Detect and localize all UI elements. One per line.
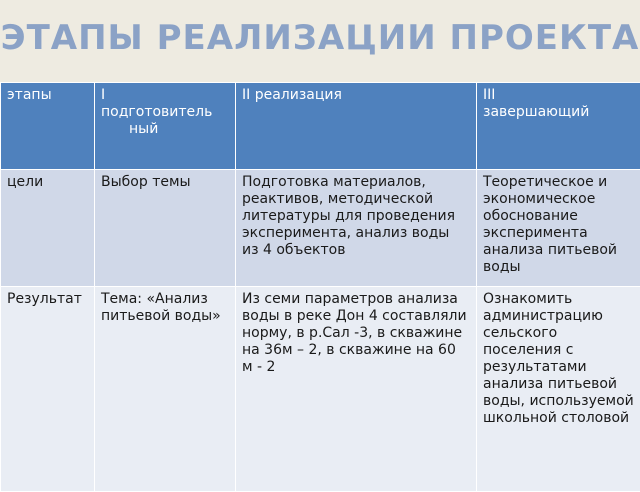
header-stage-3	[477, 83, 640, 170]
header-stage-3-name: завершающий	[483, 104, 589, 120]
header-stage-1-name-end: ный	[101, 121, 229, 138]
results-stage-1: Тема: «Анализ питьевой воды»	[95, 287, 236, 492]
row-label-goals: цели	[1, 170, 95, 287]
row-label-results: Результат	[1, 287, 95, 492]
header-stage-2: II реализация	[236, 83, 477, 170]
goals-stage-2: Подготовка материалов, реактивов, методической литературы для проведения эксперимента, анализ воды из 4 объектов	[236, 170, 477, 287]
table-header-row	[1, 83, 640, 170]
goals-stage-3: Теоретическое и экономическое обоснование эксперимента анализа питьевой воды	[477, 170, 640, 287]
header-stage-1-number: I	[101, 87, 105, 103]
results-stage-2: Из семи параметров анализа воды в реке Дон 4 составляли норму, в р.Сал -3, в скважине на 36м – 2, в скважине на 60 м - 2	[236, 287, 477, 492]
header-stage-1	[95, 83, 236, 170]
header-stage-1-name: подготовитель	[101, 104, 212, 120]
results-stage-3: Ознакомить администрацию сельского поселения с результатами анализа питьевой воды, используемой школьной столовой	[477, 287, 640, 492]
table-row-results	[1, 287, 640, 492]
project-stages-table	[0, 82, 640, 492]
header-stages: этапы	[1, 83, 95, 170]
goals-stage-1: Выбор темы	[95, 170, 236, 287]
page-title: ЭТАПЫ РЕАЛИЗАЦИИ ПРОЕКТА	[0, 18, 640, 58]
header-stage-3-number: III	[483, 87, 495, 103]
table-row-goals	[1, 170, 640, 287]
